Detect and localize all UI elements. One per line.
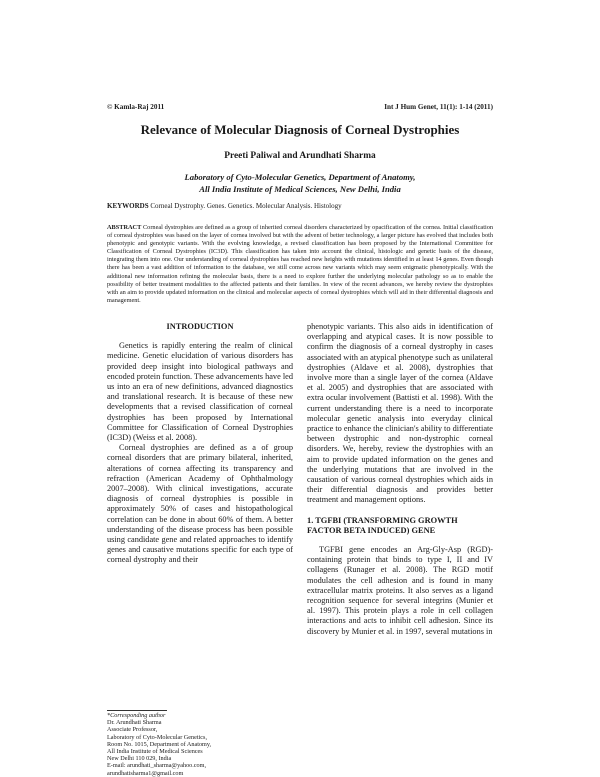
right-paragraph-2: TGFBI gene encodes an Arg-Gly-Asp (RGD)-containing protein that binds to type I, II and IV collagens (Runager et al. 2008). The RGD motif modulates the cell adhesion and is found in many extracellular matrix proteins. It also serves as a ligand recognition sequence for several integrins (Munier et al. 1997). This protein plays a role in cell collagen interactions and acts to inhibit cell adhesion. Since its discovery by Munier et al. in 1997, several mutations in: [307, 545, 493, 636]
affiliation-line-2: All India Institute of Medical Sciences, New Delhi, India: [199, 184, 401, 194]
footnote-line: Dr. Arundhati Sharma: [107, 719, 162, 727]
footnote-line: All India Institute of Medical Sciences: [107, 748, 203, 756]
right-column: [307, 322, 493, 647]
left-column: [107, 322, 293, 576]
footnote-line: Room No. 1015, Department of Anatomy,: [107, 740, 212, 748]
abstract-text: Corneal dystrophies are defined as a group of inherited corneal disorders characterized by opacification of the cornea. Initial classification of corneal dystrophies was based on the layer of cornea involved but with the advent of better technology, a larger picture has evolved that includes both phenotypic and genotypic variants. With the evolving knowledge, a revised classification has been proposed by the International Committee for Classification of Corneal Dystrophies (IC3D). This classification has taken into account the clinical, histologic and genetic basis of the disease, integrating them into one. Our understanding of corneal dystrophies has reached new heights with mutations identified in at least 14 genes. Even though there has been a vast addition of information to the database, we still come across new variants which may seem enigmatic phenotypically. With the additional new information refining the molecular basis, there is a need to explore further the underlying molecular pathology so as to enable the possibility of better treatment modalities to the affected patients and their families. In view of the recent advances, we hereby review the dystrophies with an aim to provide updated information on the clinical and molecular aspects of corneal dystrophies which will aid in their differential diagnosis and management.: [107, 224, 493, 304]
right-paragraph-1: phenotypic variants. This also aids in identification of overlapping and atypical cases. It is now possible to confirm the diagnosis of a corneal dystrophy in cases associated with an atypical phenotype such as unilateral dystrophies (Aldave et al. 2008), dystrophies that involve more than a single layer of the cornea (Aldave et al. 2005) and dystrophies that are associated with extra ocular involvement (Battisti et al. 1998). With the current understanding there is a need to incorporate molecular genetic analysis into everyday clinical practice to enhance the clinician's ability to differentiate between dystrophic and non-dystrophic corneal disorders. We, hereby, review the dystrophies with an aim to provide updated information on the genes and the underlying mutations that are involved in the causation of various corneal dystrophies which aids in their differential diagnosis and provides better treatment and management options.: [307, 322, 493, 505]
journal-copyright: © Kamla-Raj 2011: [107, 103, 165, 111]
footnote-line: Laboratory of Cyto-Molecular Genetics,: [107, 733, 207, 741]
section-heading-tgfbi: 1. TGFBI (TRANSFORMING GROWTH FACTOR BETA INDUCED) GENE: [307, 515, 458, 535]
keywords-label: KEYWORDS: [107, 202, 149, 210]
abstract: [107, 224, 493, 305]
journal-citation: Int J Hum Genet, 11(1): 1-14 (2011): [384, 103, 493, 111]
footnote-line: Associate Professor,: [107, 726, 158, 734]
abstract-label: ABSTRACT: [107, 224, 142, 231]
affiliation-line-1: Laboratory of Cyto-Molecular Genetics, Department of Anatomy,: [184, 172, 416, 182]
keywords: [107, 201, 493, 211]
footnote-email[interactable]: E-mail: arundhati_sharma@yahoo.com,: [107, 762, 206, 770]
footnote-line: New Delhi 110 029, India: [107, 755, 172, 763]
intro-paragraph-2: Corneal dystrophies are defined as a of group corneal disorders that are primary bilateral, inherited, alterations of cornea affecting its transparency and refraction (American Academy of Ophthalmology 2007–2008). With clinical investigations, accurate diagnosis of corneal dystrophies is possible in approximately 50% of cases and histopathological correlation can be done in about 60% of them. A better understanding of the disease process has been possible using candidate gene and related approaches to identify genes and causative mutations specific for each type of corneal dystrophy and their: [107, 443, 293, 565]
footnote-rule: [107, 710, 167, 711]
footnote-email[interactable]: arundhatisharma1@gmail.com: [107, 769, 184, 777]
paper-title: Relevance of Molecular Diagnosis of Corneal Dystrophies: [140, 122, 460, 137]
affiliation: [100, 171, 500, 195]
footnote-label: *Corresponding author: [107, 712, 166, 719]
intro-heading: INTRODUCTION: [166, 322, 234, 331]
corresponding-author-footnote: [107, 712, 293, 777]
intro-paragraph-1: Genetics is rapidly entering the realm of clinical medicine. Genetic elucidation of various disorders has provided deep insight into biological pathways and encoded protein function. These advancements have led us into an era of new definitions, advanced diagnostics and translational research. It is because of these new developments that a revised classification of corneal dystrophies has been proposed by International Committee for Classification of Corneal Dystrophies (IC3D) (Weiss et al. 2008).: [107, 341, 293, 443]
keywords-text: Corneal Dystrophy. Genes. Genetics. Molecular Analysis. Histology: [148, 202, 342, 210]
paper-authors: Preeti Paliwal and Arundhati Sharma: [224, 151, 376, 161]
